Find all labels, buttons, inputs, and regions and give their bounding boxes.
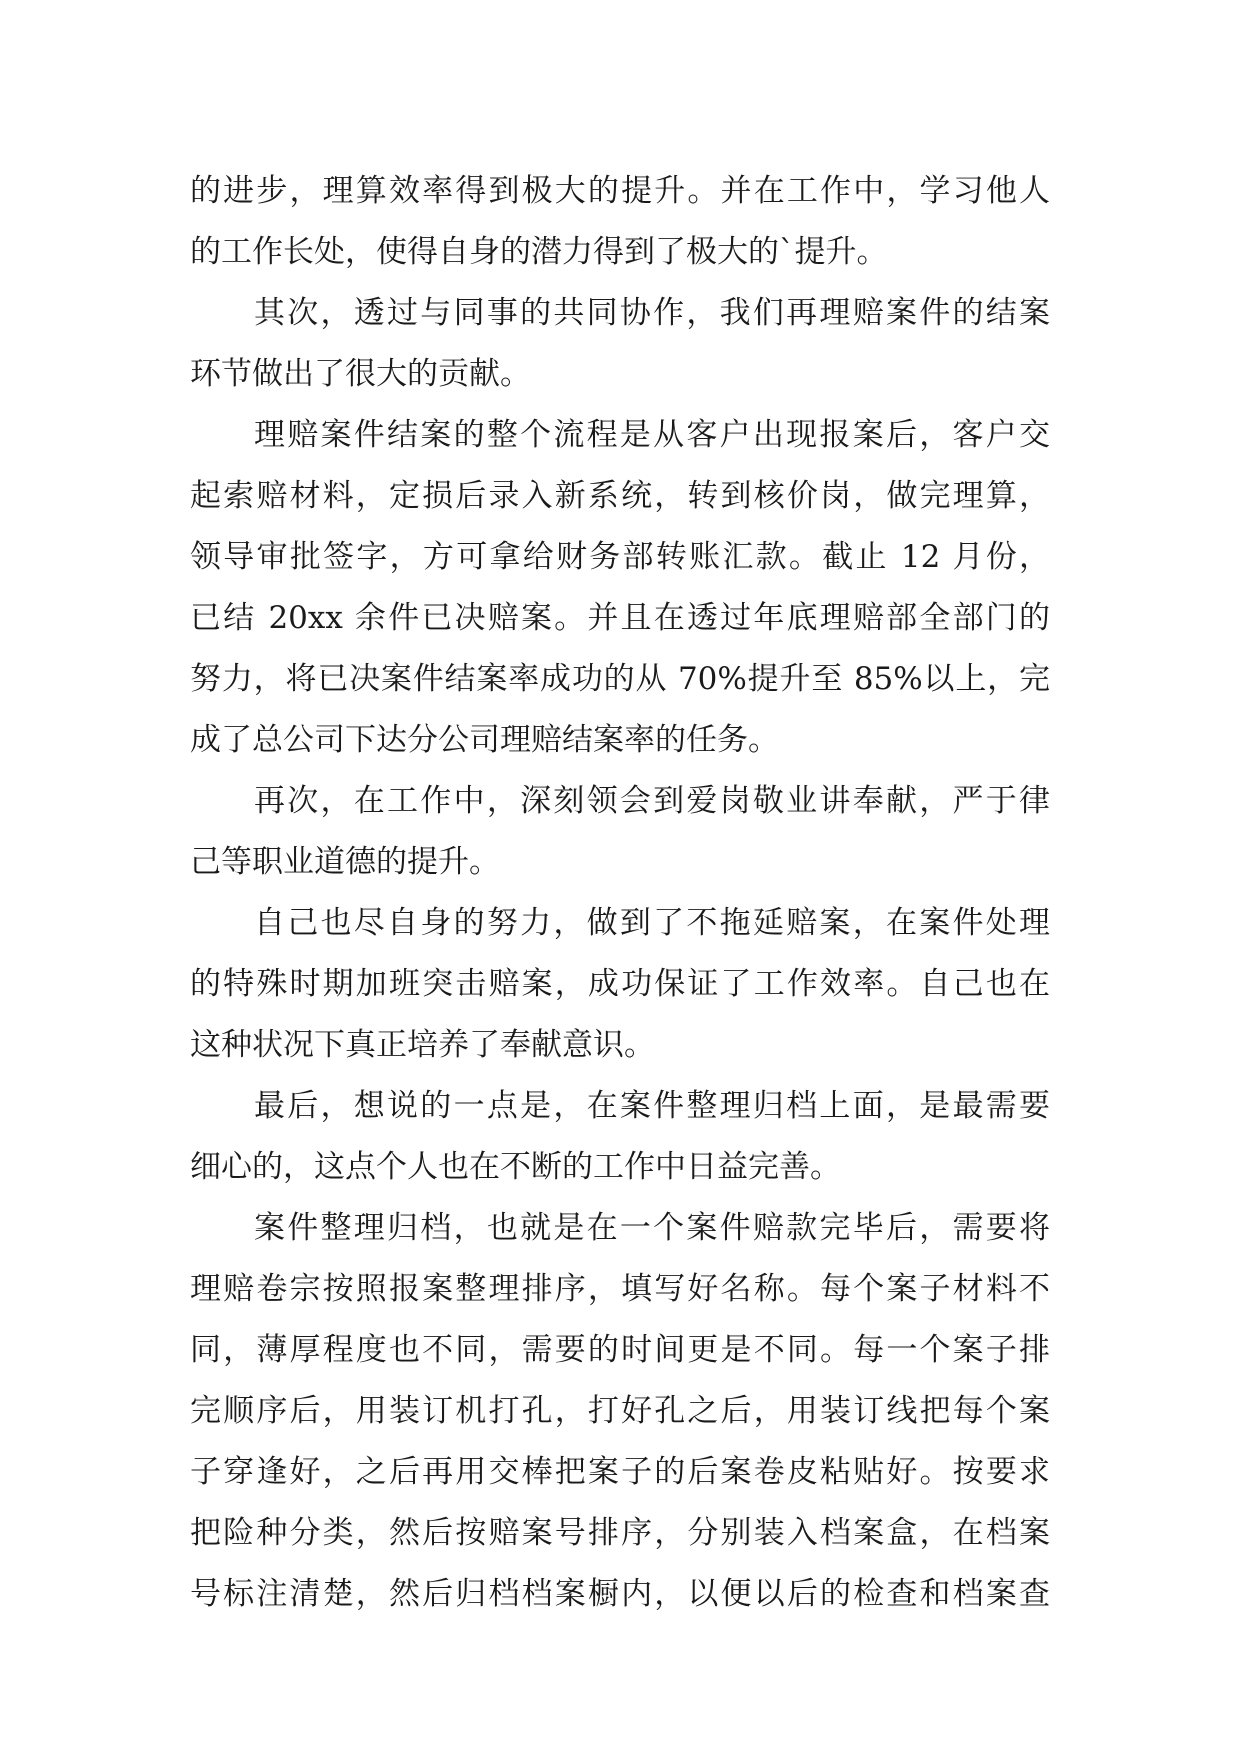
text-line: 同，薄厚程度也不同，需要的时间更是不同。每一个案子排 xyxy=(190,1332,1050,1368)
text-line: 完顺序后，用装订机打孔，打好孔之后，用装订线把每个案 xyxy=(190,1393,1050,1429)
text-line: 己等职业道德的提升。 xyxy=(190,844,500,880)
text-line: 细心的，这点个人也在不断的工作中日益完善。 xyxy=(190,1149,841,1185)
text-line: 这种状况下真正培养了奉献意识。 xyxy=(190,1027,655,1063)
text-line: 把险种分类，然后按赔案号排序，分别装入档案盒，在档案 xyxy=(190,1515,1050,1551)
paragraph-start-line: 再次，在工作中，深刻领会到爱岗敬业讲奉献，严于律 xyxy=(254,783,1050,819)
text-line: 成了总公司下达分公司理赔结案率的任务。 xyxy=(190,722,779,758)
paragraph-start-line: 自己也尽自身的努力，做到了不拖延赔案，在案件处理 xyxy=(254,905,1050,941)
text-line: 的工作长处，使得自身的潜力得到了极大的`提升。 xyxy=(190,234,888,270)
body-text xyxy=(190,161,1050,1625)
text-line: 起索赔材料，定损后录入新系统，转到核价岗，做完理算， xyxy=(190,478,1050,514)
text-line: 子穿逢好，之后再用交棒把案子的后案卷皮粘贴好。按要求 xyxy=(190,1454,1050,1490)
paragraph-start-line: 其次，透过与同事的共同协作，我们再理赔案件的结案 xyxy=(254,295,1050,331)
text-line: 理赔卷宗按照报案整理排序，填写好名称。每个案子材料不 xyxy=(190,1271,1050,1307)
text-line: 环节做出了很大的贡献。 xyxy=(190,356,531,392)
paragraph-start-line: 理赔案件结案的整个流程是从客户出现报案后，客户交 xyxy=(254,417,1050,453)
paragraph-start-line: 最后，想说的一点是，在案件整理归档上面，是最需要 xyxy=(254,1088,1050,1124)
paragraph-start-line: 案件整理归档，也就是在一个案件赔款完毕后，需要将 xyxy=(254,1210,1050,1246)
text-line: 号标注清楚，然后归档档案橱内，以便以后的检查和档案查 xyxy=(190,1576,1050,1612)
text-line: 领导审批签字，方可拿给财务部转账汇款。截止 12 月份， xyxy=(190,539,1050,575)
text-line: 的进步，理算效率得到极大的提升。并在工作中，学习他人 xyxy=(190,173,1050,209)
text-line: 已结 20xx 余件已决赔案。并且在透过年底理赔部全部门的 xyxy=(190,600,1050,636)
text-line: 的特殊时期加班突击赔案，成功保证了工作效率。自己也在 xyxy=(190,966,1050,1002)
text-line: 努力，将已决案件结案率成功的从 70%提升至 85%以上，完 xyxy=(190,661,1050,697)
